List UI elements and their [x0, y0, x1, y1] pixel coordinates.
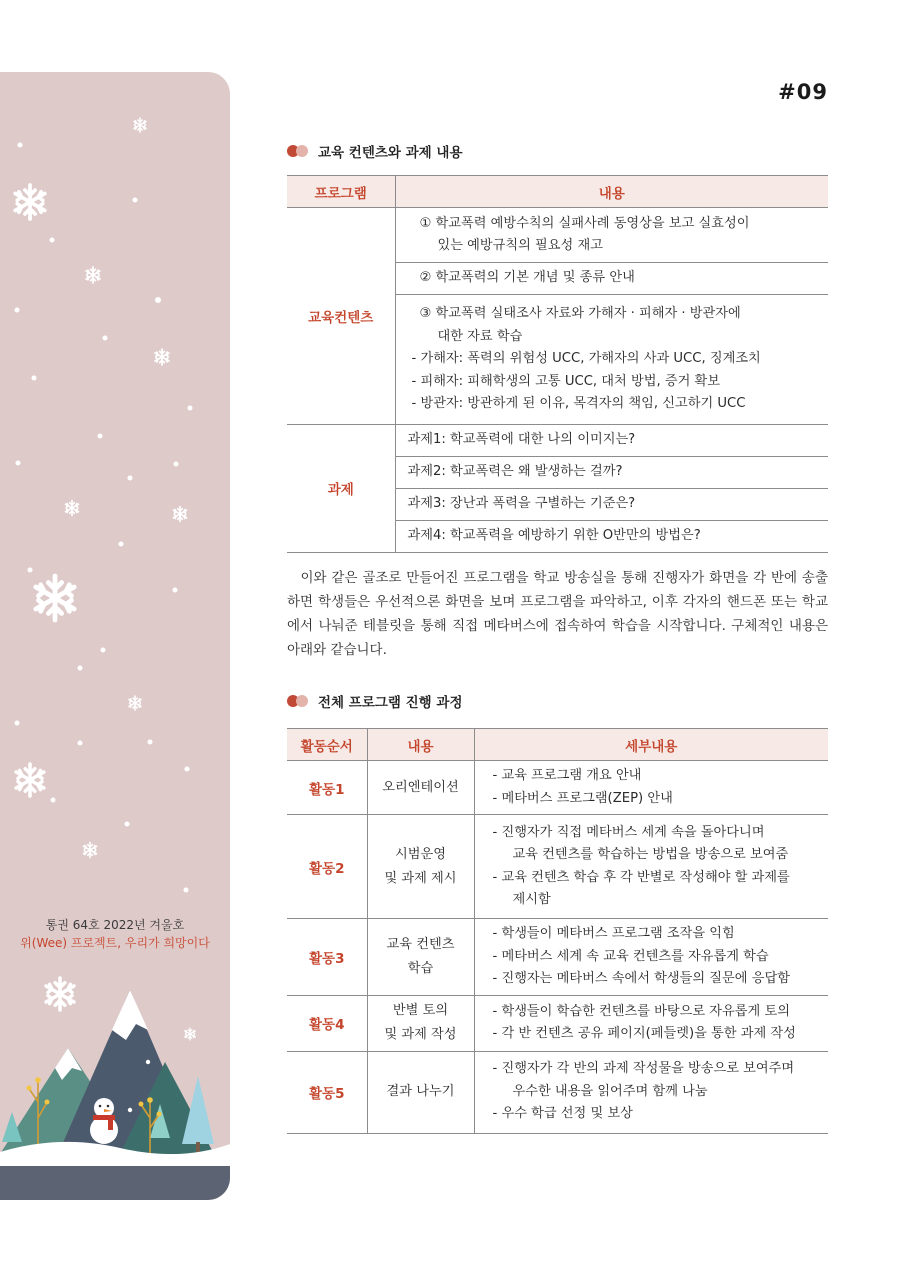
cell-text: 시범운영	[395, 846, 446, 862]
detail-line: - 메타버스 프로그램(ZEP) 안내	[492, 790, 673, 806]
snowflake-icon	[46, 978, 74, 1010]
activity-details	[474, 1051, 828, 1133]
detail-line: - 각 반 컨텐츠 공유 페이지(페들렛)을 통한 과제 작성	[492, 1026, 796, 1041]
row-label: 과제	[287, 425, 395, 553]
column-header: 내용	[367, 729, 474, 761]
cell-text: ② 학교폭력의 기본 개념 및 종류 안내	[419, 270, 635, 286]
cell-text: ③ 학교폭력 실태조사 자료와 가해자 · 피해자 · 방관자에	[419, 306, 741, 322]
snowflake-icon	[155, 349, 169, 365]
activity-content	[367, 1051, 474, 1133]
table-cell: 과제1: 학교폭력에 대한 나의 이미지는?	[395, 425, 828, 457]
cell-text: - 피해자: 피해학생의 고통 UCC, 대처 방법, 증거 확보	[411, 373, 720, 389]
table-row	[287, 919, 828, 996]
activity-content	[367, 815, 474, 919]
cell-text: 결과 나누기	[386, 1084, 455, 1099]
process-table	[287, 728, 828, 1134]
cell-text: - 가해자: 폭력의 위험성 UCC, 가해자의 사과 UCC, 징계조치	[411, 351, 761, 367]
activity-details	[474, 995, 828, 1051]
activity-step: 활동2	[287, 815, 367, 919]
table-cell	[395, 263, 828, 295]
issue-info: 통권 64호 2022년 겨울호	[45, 918, 185, 932]
bullet-dots-icon	[287, 144, 311, 158]
column-header: 활동순서	[287, 729, 367, 761]
section-heading	[287, 141, 463, 161]
cell-text: 및 과제 제시	[384, 870, 457, 886]
snowflake-icon	[36, 576, 74, 620]
table-row	[287, 815, 828, 919]
cell-text: 오리엔테이션	[382, 779, 459, 795]
cell-text: 반별 토의	[392, 1003, 449, 1018]
table-cell	[395, 208, 828, 263]
activity-content	[367, 995, 474, 1051]
magazine-title: 위(Wee) 프로젝트, 우리가 희망이다	[20, 936, 210, 950]
section-title: 교육 컨텐츠와 과제 내용	[318, 145, 463, 161]
cell-text: 학습	[407, 960, 434, 976]
cell-text: - 방관자: 방관하게 된 이유, 목격자의 책임, 신고하기 UCC	[411, 396, 746, 412]
snowflake-icon	[15, 185, 45, 219]
activity-details	[474, 919, 828, 996]
content-table	[287, 175, 828, 553]
detail-line: - 우수 학급 선정 및 보상	[492, 1106, 633, 1122]
column-header: 내용	[395, 176, 828, 208]
body-paragraph: 이와 같은 골조로 만들어진 프로그램을 학교 방송실을 통해 진행자가 화면을 각 반에 송출하면 학생들은 우선적으론 화면을 보며 프로그램을 파악하고, 이후 각자의 핸드폰 또는 학교에서 나눠준 테블릿을 통해 직접 메타버스에 접속하여 학습을 시작합니다. 구체적인 내용은 아래와 같습니다.	[287, 570, 828, 658]
detail-line: - 학생들이 학습한 컨텐츠를 바탕으로 자유롭게 토의	[492, 1003, 790, 1019]
snowflake-icon	[134, 118, 146, 132]
snowflake-icon	[129, 696, 141, 710]
detail-line: - 메타버스 세계 속 교육 컨텐츠를 자유롭게 학습	[492, 948, 769, 964]
column-header: 프로그램	[287, 176, 395, 208]
detail-line: - 교육 컨텐츠 학습 후 각 반별로 작성해야 할 과제를	[492, 869, 790, 885]
column-header: 세부내용	[474, 729, 828, 761]
snowflake-icon	[83, 843, 96, 858]
table-cell: 과제2: 학교폭력은 왜 발생하는 걸까?	[395, 457, 828, 489]
table-row	[287, 1051, 828, 1133]
detail-line: - 진행자가 각 반의 과제 작성물을 방송으로 보여주며	[492, 1061, 795, 1077]
snowflake-icon	[185, 1028, 195, 1040]
table-row	[287, 995, 828, 1051]
detail-line: - 교육 프로그램 개요 안내	[492, 768, 642, 783]
snowflake-icon	[173, 507, 186, 522]
table-cell: 과제4: 학교폭력을 예방하기 위한 O반만의 방법은?	[395, 520, 828, 552]
cell-text: 및 과제 작성	[384, 1027, 457, 1042]
activity-details	[474, 761, 828, 815]
detail-line: - 진행자가 직접 메타버스 세계 속을 돌아다니며	[492, 824, 765, 840]
sidebar-panel	[0, 72, 230, 1200]
detail-line: - 진행자는 메타버스 속에서 학생들의 질문에 응답함	[492, 971, 790, 986]
detail-line: 제시함	[512, 892, 551, 907]
cell-text: 교육 컨텐츠	[386, 936, 455, 952]
activity-content	[367, 761, 474, 815]
activity-content	[367, 919, 474, 996]
table-cell: 과제3: 장난과 폭력을 구별하는 기준은?	[395, 489, 828, 521]
bullet-dots-icon	[287, 694, 311, 708]
snowflake-icon	[16, 764, 44, 796]
activity-step: 활동4	[287, 995, 367, 1051]
cell-text: 대한 자료 학습	[437, 328, 523, 344]
row-label: 교육컨텐츠	[287, 208, 395, 425]
winter-illustration	[0, 72, 230, 1200]
snowflake-icon	[86, 267, 100, 283]
table-cell	[395, 295, 828, 425]
activity-step: 활동5	[287, 1051, 367, 1133]
activity-step: 활동1	[287, 761, 367, 815]
page-number: #09	[778, 80, 828, 104]
detail-line: 교육 컨텐츠를 학습하는 방법을 방송으로 보여줌	[512, 847, 789, 862]
section-title: 전체 프로그램 진행 과정	[318, 695, 463, 711]
section-heading	[287, 691, 463, 711]
activity-details	[474, 815, 828, 919]
cell-text: ① 학교폭력 예방수칙의 실패사례 동영상을 보고 실효성이	[419, 215, 750, 231]
activity-step: 활동3	[287, 919, 367, 996]
detail-line: - 학생들이 메타버스 프로그램 조작을 익힘	[492, 926, 735, 941]
snowflake-icon	[65, 501, 78, 516]
cell-text: 있는 예방규칙의 필요성 재고	[437, 238, 603, 253]
detail-line: 우수한 내용을 읽어주며 함께 나눔	[512, 1083, 708, 1099]
table-row	[287, 761, 828, 815]
